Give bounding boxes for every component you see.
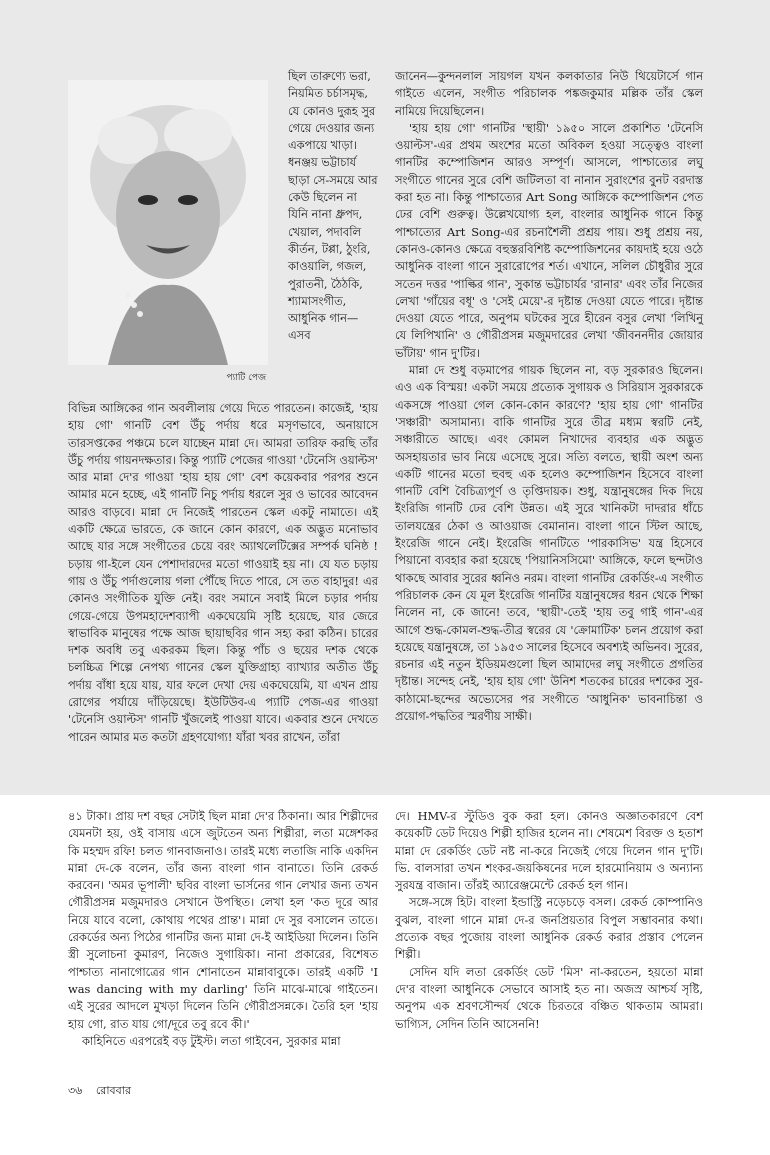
page-number: ৩৬ [68, 1084, 83, 1097]
photo-caption: প্যাটি পেজ [226, 373, 266, 383]
bottom-left-column [68, 808, 378, 1050]
paragraph: জানেন—কুন্দনলাল সায়গল যখন কলকাতার নিউ থিয়েটার্সে গান গাইতে এলেন, সংগীত পরিচালক পঙ্কজকুমার মল্লিক তাঁর স্কেল নামিয়ে দিয়েছিলেন। [395, 69, 703, 118]
left-column-text [68, 400, 378, 746]
portrait-figure [68, 80, 268, 385]
portrait-photo [68, 80, 268, 365]
text-beside-photo: ছিল তারুণ্যে ভরা, নিয়মিত চর্চাসমৃদ্ধ, যে কোনও দুরূহ সুর গেয়ে দেওয়ার জন্য একপায়ে খাড়া। ধনঞ্জয় ভট্টাচার্য ছাড়া সে-সময়ে আর কেউ ছিলেন না যিনি নানা ধ্রুপদ, খেয়াল, পদাবলি কীর্তন, টপ্পা, ঠুংরি, কাওয়ালি, গজল, পুরাতনী, ঠৈঠকি, শ্যামাসংগীত, আধুনিক গান—এসব [288, 69, 378, 343]
page-footer [68, 1082, 141, 1101]
paragraph: সঙ্গে-সঙ্গে হিট। বাংলা ইন্ডাস্ট্রি নড়েচড়ে বসল। রেকর্ড কোম্পানিও বুঝল, বাংলা গানে মান্না দে-র জনপ্রিয়তার বিপুল সম্ভাবনার কথা। প্রত্যেক বছর পুজোয় বাংলা আধুনিক রেকর্ড করার প্রস্তাব পেলেন শিল্পী। [395, 895, 703, 962]
magazine-name: রোববার [95, 1084, 132, 1097]
right-column-text [395, 68, 703, 725]
paragraph: কাহিনিতে এরপরেই বড় টুইস্ট। লতা গাইবেন, সুরকার মান্না [82, 1033, 341, 1048]
paragraph: সেদিন যদি লতা রেকর্ডিং ডেট 'মিস' না-করতেন, হয়তো মান্না দে'র বাংলা আধুনিকে সেভাবে আসাই হত না। অজস্র আশ্চর্য সৃষ্টি, অনুপম এক শ্রবণসৌন্দর্য থেকে চিরতরে বঞ্চিত থাকতাম আমরা। ভাগ্যিস, সেদিন তিনি আসেননি! [395, 964, 703, 1031]
paragraph: বিভিন্ন আঙ্গিকের গান অবলীলায় গেয়ে দিতে পারতেন। কাজেই, 'হায় হায় গো' গানটি বেশ উঁচু পর্দায় ধরে মসৃণভাবে, অনায়াসে তারসপ্তকের পঞ্চমে চলে যাচ্ছেন মান্না দে। আমরা তারিফ করছি তাঁর উঁচু পর্দায় গায়নদক্ষতার। কিন্তু প্যাটি পেজের গাওয়া 'টেনেসি ওয়াল্টস' আর মান্না দে'র গাওয়া 'হায় হায় গো' বেশ কয়েকবার পরপর শুনে আমার মনে হচ্ছে, এই গানটি নিচু পর্দায় ধরলে সুর ও ভাবের আবেদন আরও বাড়বে। মান্না দে নিজেই পারতেন স্কেল একটু নামাতে। এই একটি ক্ষেত্রে ভারতে, কে জানে কোন কারণে, এক অদ্ভুত মনোভাব আছে যার সঙ্গে সংগীতের চেয়ে বরং অ্যাথলেটিক্সের সম্পর্ক ঘনিষ্ঠ ! চড়ায় গা-ইলে যেন পেশাদারদের মতো গাওয়াই হয় না। যে যত চড়ায় গায় ও উঁচু পর্দাগুলোয় গলা পৌঁছে দিতে পারে, সে তত বাহাদুর! এর কোনও সংগীতিক যুক্তি নেই। বরং সমানে সবাই মিলে চড়ার পর্দায় গেয়ে-গেয়ে উপমহাদেশব্যাপী একঘেয়েমি সৃষ্টি হয়েছে, যার জেরে স্বাভাবিক মানুষের পক্ষে আজ ছায়াছবির গান সহ্য করা কঠিন। চারের দশক অবধি তবু একরকম ছিল। কিন্তু পাঁচ ও ছয়ের দশক থেকে চলচ্চিত্র শিল্পে নেপথ্য গানের স্কেল যুক্তিগ্রাহ্য ব্যাখ্যার অতীত উঁচু পর্দায় বাঁধা হয়ে যায়, যার ফলে দেখা দেয় একঘেয়েমি, যা এখন প্রায় রোগের পর্যায়ে দাঁড়িয়েছে। ইউটিউব-এ প্যাটি পেজ-এর গাওয়া 'টেনেসি ওয়াল্টস' গানটি খুঁজলেই পাওয়া যাবে। একবার শুনে দেখতে পারেন আমার মত কতটা গ্রহণযোগ্য! যাঁরা খবর রাখেন, তাঁরা [68, 401, 378, 744]
paragraph: 'হায় হায় গো' গানটির 'স্থায়ী' ১৯৫০ সালে প্রকাশিত 'টেনেসি ওয়াল্টস'-এর প্রথম অংশের মতো অবিকল হওয়া সত্ত্বেও বাংলা গানটির কম্পোজিশন আরও সম্পূর্ণ। আসলে, পাশ্চাত্যের লঘু সংগীতে গানের সুরে বেশি জটিলতা বা নানান সুরাংশের বুনট বরদাস্ত করা হত না। কিন্তু পাশ্চাত্যের Art Song আঙ্গিকে কম্পোজিশন পেত ঢের বেশি গুরুত্ব। উল্লেখযোগ্য হল, বাংলার আধুনিক গানে কিন্তু পাশ্চাত্যের Art Song-এর রচনাশৈলী প্রশ্রয় পায়। শুধু প্রশ্রয় নয়, কোনও-কোনও ক্ষেত্রে বহুস্তরবিশিষ্ট কম্পোজিশনের কায়দাই হয়ে ওঠে আধুনিক বাংলা গানে সুরারোপের শর্ত। এখানে, সলিল চৌধুরীর সুরে সতেন দত্তর 'পাল্কির গান', সুকান্ত ভট্টাচার্যর 'রানার' এবং তাঁর নিজের লেখা 'গাঁয়ের বধূ' ও 'সেই মেয়ে'-র দৃষ্টান্ত দেওয়া যেতে পারে। দৃষ্টান্ত দেওয়া যেতে পারে, অনুপম ঘটকের সুরে হীরেন বসুর লেখা 'লিখিনু যে লিপিখানি' ও গৌরীপ্রসন্ন মজুমদারের লেখা 'জীবননদীর জোয়ার ভাঁটায়' গান দু'টির। [395, 120, 703, 360]
paragraph: ৪১ টাকা। প্রায় দশ বছর সেটাই ছিল মান্না দে'র ঠিকানা। আর শিল্পীদের যেমনটা হয়, ওই বাসায় এসে জুটতেন অন্য শিল্পীরা, লতা মঙ্গেশকর কি মহম্মদ রফি! চলত গানবাজনাও। তারই মধ্যে লতাজি নাকি একদিন মান্না দে-কে বলেন, তাঁর জন্য বাংলা গান বানাতে। তিনি রেকর্ড করবেন। 'অমর ভূপালী' ছবির বাংলা ভার্সনের গান লেখার জন্য তখন গৌরীপ্রসন্ন মজুমদারও সেখানে উপস্থিত। লেখা হল 'কত দূরে আর নিয়ে যাবে বলো, কোথায় পথের প্রান্ত'। মান্না দে সুর বসালেন তাতে। রেকর্ডের অন্য পিঠের গানটির জন্য মান্না দে-ই আইডিয়া দিলেন। তিনি স্ত্রী সুলোচনা কুমারণ, নিজেও সুগায়িকা। নানা প্রকারের, বিশেষত পাশ্চাত্য নানাগোত্রের গান শোনাতেন মান্নাবাবুকে। তারই একটি 'I was dancing with my darling' তিনি মাঝে-মাঝে গাইতেন। এই সুরের আদলে মুখড়া দিলেন তিনি গৌরীপ্রসন্নকে। তৈরি হল 'হায় হায় গো, রাত যায় গো/দূরে তবু রবে কী।' [68, 809, 378, 1031]
paragraph: মান্না দে শুধু বড়মাপের গায়ক ছিলেন না, বড় সুরকারও ছিলেন। এও এক বিস্ময়! একটা সময়ে প্রত্যেক সুগায়ক ও সিরিয়াস সুরকারকে একসঙ্গে পাওয়া গেল কোন-কোন কারণে? 'হায় হায় গো' গানটির 'সঞ্চারী' অসামান্য। বাকি গানটির সুরে তীব্র মধ্যম স্বরটি নেই, সঞ্চারীতে আছে। এবং কোমল নিখাদের ব্যবহার এক অদ্ভুত অসহায়তার ভাব নিয়ে এসেছে সুরে। সত্যি বলতে, স্থায়ী অংশ অন্য একটি গানের মতো হুবহু এক হলেও কম্পোজিশন হিসেবে বাংলা গানটি বেশি বৈচিত্র্যপূর্ণ ও তৃপ্তিদায়ক। শুধু, যন্ত্রানুষঙ্গের দিক দিয়ে ইংরিজি গানটি ঢের বেশি উন্নত। এই সুরে খানিকটা দাদরার ধাঁচে তালযন্ত্রের ঠেকা ও আওয়াজ বেমানান। বাংলা গানে স্টিল আছে, ইংরেজি গানে নেই। ইংরেজি গানটিতে 'পারকাসিভ' যন্ত্র হিসেবে পিয়ানো ব্যবহার করা হয়েছে 'পিয়ানিসসিমো' আঙ্গিকে, ফলে ছন্দটাও থাকছে আবার সুরের ধ্বনিও নরম। বাংলা গানটির রেকর্ডিং-এ সংগীত পরিচালক কেন যে মূল ইংরেজি গানটির যন্ত্রানুষঙ্গের ধরন থেকে শিক্ষা নিলেন না, কে জানে! তবে, 'স্থায়ী'-তেই 'হায় তবু গাই গান'-এর আগে শুদ্ধ-কোমল-শুদ্ধ-তীব্র স্বরের যে 'ক্রোমাটিক' চলন প্রয়োগ করা হয়েছে যন্ত্রানুষঙ্গে, তা ১৯৫৩ সালের হিসেবে অবশ্যই অভিনব। সুরের, রচনার এই নতুন ইডিয়মগুলো ছিল আমাদের লঘু সংগীতে প্রগতির দৃষ্টান্ত। সন্দেহ নেই, 'হায় হায় গো' উনিশ শতকের চারের দশকের সুর-কাঠামো-ছন্দের অভ্যেসের পর সংগীতে 'আধুনিক' ভাবনাচিন্তা ও প্রয়োগ-পদ্ধতির স্মরণীয় সাক্ষী। [395, 363, 703, 723]
bottom-right-column [395, 808, 703, 1033]
paragraph: দে। HMV-র স্টুডিও বুক করা হল। কোনও অজ্ঞাতকারণে বেশ কয়েকটি ডেট দিয়েও শিল্পী হাজির হলেন না। শেষমেশ বিরক্ত ও হতাশ মান্না দে রেকর্ডিং ডেট নষ্ট না-করে নিজেই গেয়ে দিলেন গান দু'টি। ভি. বালসারা তখন শংকর-জয়কিষনের দলে হারমোনিয়াম ও অন্যান্য সুরযন্ত্র বাজান। তাঁরই অ্যারেঞ্জমেন্টে রেকর্ড হল গান। [395, 809, 703, 893]
